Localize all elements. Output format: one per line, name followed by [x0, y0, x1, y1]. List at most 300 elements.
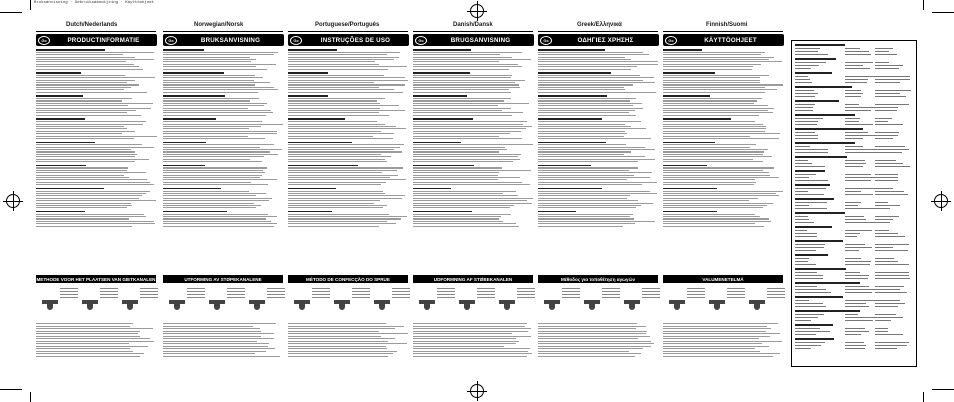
- text-line: [36, 223, 155, 224]
- text-line: [413, 223, 516, 224]
- sprue-instructions: [288, 322, 408, 358]
- section-title: INSTRUÇÕES DE USO: [320, 36, 391, 44]
- text-line: [163, 195, 256, 196]
- text-line: [413, 133, 510, 134]
- text-line: [413, 159, 520, 160]
- text-line: [663, 177, 779, 178]
- text-line: [36, 52, 154, 53]
- divider: [163, 31, 283, 32]
- text-line: [36, 149, 131, 150]
- text-line: [663, 105, 768, 106]
- text-line: [163, 223, 277, 224]
- section-title: KÄYTTÖOHJEET: [704, 36, 757, 44]
- text-line: [413, 121, 527, 122]
- text-heading-line: [413, 49, 471, 51]
- text-line: [163, 92, 258, 93]
- text-line: [288, 59, 394, 60]
- text-line: [163, 182, 251, 183]
- text-line: [538, 207, 636, 208]
- spec-table-block: [795, 128, 913, 130]
- text-line: [163, 323, 276, 324]
- divider: [538, 31, 658, 32]
- crop-mark: [923, 0, 924, 10]
- text-line: [163, 75, 255, 76]
- text-line: [538, 151, 631, 152]
- text-line: [413, 136, 499, 137]
- text-line: [288, 179, 406, 180]
- text-line: [538, 356, 635, 357]
- text-line: [163, 191, 249, 192]
- text-line: [663, 161, 763, 162]
- text-line: [36, 144, 142, 145]
- text-line: [663, 221, 771, 222]
- text-line: [538, 128, 646, 129]
- text-heading-line: [288, 142, 352, 144]
- text-line: [413, 61, 499, 62]
- text-heading-line: [538, 72, 611, 74]
- crop-mark: [932, 389, 954, 390]
- divider: [663, 31, 783, 32]
- text-heading-line: [663, 188, 717, 190]
- text-line: [413, 69, 509, 70]
- text-line: [36, 182, 150, 183]
- section-title: ΟΔΗΓΙΕΣ ΧΡΗΣΗΣ: [577, 36, 634, 44]
- section-header: [413, 34, 534, 46]
- text-line: [36, 89, 124, 90]
- text-line: [288, 52, 400, 53]
- text-line: [288, 121, 377, 122]
- text-line: [663, 59, 769, 60]
- spec-table-block: [795, 156, 913, 158]
- text-line: [663, 170, 763, 171]
- text-line: [288, 182, 386, 183]
- text-heading-line: [163, 49, 204, 51]
- text-line: [413, 92, 511, 93]
- text-line: [663, 191, 783, 192]
- text-line: [288, 144, 404, 145]
- text-heading-line: [663, 165, 707, 167]
- sprue-pictogram-icon: [80, 286, 118, 318]
- spec-table-block: [795, 212, 913, 214]
- text-line: [163, 69, 267, 70]
- text-line: [288, 98, 385, 99]
- text-line: [663, 103, 754, 104]
- text-line: [413, 126, 532, 127]
- text-line: [288, 84, 405, 85]
- text-line: [288, 105, 399, 106]
- text-line: [663, 218, 769, 219]
- text-line: [413, 216, 501, 217]
- text-line: [538, 103, 642, 104]
- text-line: [36, 175, 124, 176]
- text-line: [288, 323, 386, 324]
- text-line: [163, 149, 282, 150]
- text-line: [36, 57, 135, 58]
- text-line: [163, 343, 269, 344]
- text-line: [413, 167, 502, 168]
- sprue-instructions: [413, 322, 533, 358]
- section-title: BRUGSANVISNING: [450, 36, 511, 44]
- text-line: [663, 121, 755, 122]
- text-line: [413, 226, 519, 227]
- body-text-block: [538, 49, 659, 251]
- sprue-instructions: [663, 322, 783, 358]
- text-line: [288, 103, 380, 104]
- text-line: [288, 170, 397, 171]
- text-line: [538, 52, 643, 53]
- text-line: [288, 218, 401, 219]
- text-line: [663, 331, 766, 332]
- text-line: [413, 89, 509, 90]
- text-line: [36, 328, 153, 329]
- text-line: [663, 200, 749, 201]
- text-line: [663, 57, 774, 58]
- text-line: [538, 100, 630, 101]
- text-line: [413, 195, 518, 196]
- text-line: [288, 80, 408, 81]
- text-line: [36, 110, 136, 111]
- text-line: [288, 151, 402, 152]
- sprue-pictogram-icon: [207, 286, 245, 318]
- text-line: [163, 356, 280, 357]
- text-line: [36, 54, 123, 55]
- spec-table-block: [795, 184, 913, 186]
- text-line: [413, 346, 504, 347]
- text-line: [538, 198, 627, 199]
- text-line: [538, 200, 638, 201]
- registration-mark-icon: [470, 384, 484, 398]
- text-line: [288, 326, 404, 327]
- sprue-diagram: [288, 286, 408, 318]
- text-line: [538, 341, 651, 342]
- text-heading-line: [663, 72, 715, 74]
- text-line: [288, 61, 375, 62]
- text-line: [413, 338, 516, 339]
- body-text-block: [163, 49, 284, 251]
- text-line: [663, 112, 773, 113]
- text-line: [413, 328, 531, 329]
- text-line: [288, 226, 379, 227]
- text-line: [663, 124, 763, 125]
- spec-table-block: [795, 198, 913, 200]
- text-line: [36, 131, 135, 132]
- text-line: [163, 156, 264, 157]
- text-line: [413, 161, 513, 162]
- text-line: [663, 214, 755, 215]
- spec-table-block: [795, 296, 913, 298]
- text-line: [413, 184, 530, 185]
- text-line: [36, 64, 134, 65]
- text-line: [288, 149, 394, 150]
- text-line: [163, 205, 261, 206]
- text-heading-line: [538, 211, 576, 213]
- text-line: [288, 154, 381, 155]
- text-heading-line: [36, 95, 83, 97]
- text-heading-line: [163, 211, 227, 213]
- sprue-pictogram-icon: [292, 286, 330, 318]
- text-line: [36, 167, 128, 168]
- text-line: [538, 105, 633, 106]
- text-line: [163, 112, 273, 113]
- sprue-pictogram-icon: [417, 286, 455, 318]
- text-line: [663, 356, 773, 357]
- text-line: [538, 149, 655, 150]
- crop-mark: [0, 12, 22, 13]
- text-line: [163, 61, 251, 62]
- sprue-instructions: [163, 322, 283, 358]
- text-line: [413, 149, 507, 150]
- text-line: [413, 75, 512, 76]
- text-line: [538, 214, 633, 215]
- text-line: [288, 214, 389, 215]
- text-line: [163, 331, 261, 332]
- text-line: [413, 115, 512, 116]
- sprue-method-header: VALUMENETELMÄ: [663, 275, 783, 283]
- text-line: [538, 159, 655, 160]
- text-line: [538, 136, 624, 137]
- text-line: [163, 80, 254, 81]
- text-line: [663, 69, 752, 70]
- sprue-diagram: [163, 286, 283, 318]
- text-line: [288, 147, 400, 148]
- text-line: [663, 207, 763, 208]
- text-line: [538, 175, 634, 176]
- text-line: [663, 184, 754, 185]
- text-heading-line: [538, 49, 605, 51]
- sprue-diagram: [36, 286, 156, 318]
- text-line: [163, 115, 266, 116]
- text-line: [413, 151, 499, 152]
- sprue-pictogram-icon: [372, 286, 410, 318]
- text-line: [538, 170, 629, 171]
- text-line: [163, 221, 271, 222]
- text-line: [413, 326, 525, 327]
- text-line: [413, 98, 511, 99]
- text-line: [163, 333, 274, 334]
- text-heading-line: [288, 49, 337, 51]
- spec-table-block: [795, 254, 913, 256]
- text-column-finnish: [663, 34, 784, 251]
- text-line: [538, 77, 654, 78]
- text-line: [163, 121, 262, 122]
- text-line: [163, 126, 261, 127]
- text-line: [663, 75, 769, 76]
- text-line: [288, 331, 379, 332]
- text-line: [538, 203, 653, 204]
- spec-table-block: [795, 86, 913, 88]
- text-line: [36, 151, 135, 152]
- text-heading-line: [163, 142, 206, 144]
- gc-logo-icon: Gc: [290, 36, 302, 45]
- text-line: [163, 66, 256, 67]
- text-line: [288, 64, 379, 65]
- section-header: [36, 34, 157, 46]
- text-line: [163, 353, 255, 354]
- text-line: [288, 207, 383, 208]
- sprue-diagram: [663, 286, 783, 318]
- text-line: [538, 156, 645, 157]
- text-heading-line: [663, 118, 731, 120]
- text-line: [538, 154, 624, 155]
- text-heading-line: [36, 49, 105, 51]
- text-line: [163, 154, 278, 155]
- text-line: [36, 214, 144, 215]
- text-line: [163, 105, 264, 106]
- text-line: [36, 128, 127, 129]
- text-line: [663, 167, 774, 168]
- text-line: [413, 156, 518, 157]
- text-line: [663, 149, 768, 150]
- text-line: [413, 341, 519, 342]
- text-line: [413, 198, 533, 199]
- text-line: [36, 338, 150, 339]
- text-line: [288, 77, 405, 78]
- text-heading-line: [663, 95, 710, 97]
- body-text-block: [413, 49, 534, 251]
- text-line: [538, 144, 626, 145]
- text-line: [663, 80, 760, 81]
- text-line: [36, 84, 139, 85]
- spec-table-block: [795, 338, 913, 340]
- text-heading-line: [36, 165, 86, 167]
- text-line: [663, 66, 753, 67]
- text-line: [538, 80, 643, 81]
- text-line: [538, 115, 636, 116]
- text-line: [36, 156, 135, 157]
- text-heading-line: [288, 95, 328, 97]
- text-line: [538, 177, 650, 178]
- text-line: [538, 75, 640, 76]
- text-line: [413, 77, 511, 78]
- text-line: [163, 184, 268, 185]
- text-line: [538, 54, 649, 55]
- text-line: [538, 121, 641, 122]
- text-heading-line: [36, 142, 95, 144]
- section-title: BRUKSANVISNING: [200, 36, 261, 44]
- text-line: [663, 89, 777, 90]
- text-line: [163, 346, 268, 347]
- sprue-diagram: [413, 286, 533, 318]
- text-line: [288, 198, 402, 199]
- text-line: [538, 89, 625, 90]
- text-line: [413, 336, 531, 337]
- text-line: [163, 179, 277, 180]
- text-line: [288, 216, 407, 217]
- text-line: [288, 336, 381, 337]
- text-line: [663, 108, 774, 109]
- text-line: [163, 138, 265, 139]
- text-line: [36, 207, 127, 208]
- text-line: [663, 175, 770, 176]
- text-line: [36, 100, 122, 101]
- text-line: [413, 103, 529, 104]
- text-line: [663, 203, 773, 204]
- text-heading-line: [36, 72, 81, 74]
- text-line: [163, 57, 250, 58]
- crop-mark: [30, 392, 31, 402]
- text-line: [663, 133, 780, 134]
- text-line: [36, 336, 140, 337]
- text-line: [413, 64, 518, 65]
- text-line: [663, 61, 782, 62]
- text-line: [538, 216, 630, 217]
- text-line: [36, 353, 144, 354]
- text-column-portuguese: [288, 34, 409, 251]
- text-heading-line: [163, 95, 225, 97]
- text-line: [36, 80, 135, 81]
- text-line: [413, 87, 520, 88]
- text-line: [36, 75, 125, 76]
- text-line: [163, 133, 277, 134]
- text-line: [36, 343, 129, 344]
- text-line: [288, 57, 399, 58]
- gc-logo-icon: Gc: [165, 36, 177, 45]
- text-line: [413, 54, 500, 55]
- text-line: [163, 87, 274, 88]
- text-line: [288, 356, 388, 357]
- text-line: [413, 203, 532, 204]
- text-line: [663, 205, 767, 206]
- text-line: [288, 138, 393, 139]
- text-line: [36, 351, 133, 352]
- text-line: [663, 159, 753, 160]
- sprue-pictogram-icon: [582, 286, 620, 318]
- text-line: [538, 328, 636, 329]
- text-line: [163, 84, 255, 85]
- sprue-pictogram-icon: [622, 286, 660, 318]
- text-line: [288, 100, 377, 101]
- text-line: [163, 328, 260, 329]
- text-line: [663, 52, 765, 53]
- text-line: [163, 144, 274, 145]
- text-line: [163, 52, 278, 53]
- text-line: [538, 108, 643, 109]
- text-line: [36, 136, 157, 137]
- text-line: [36, 92, 147, 93]
- text-line: [538, 218, 634, 219]
- text-line: [288, 221, 387, 222]
- text-line: [663, 84, 783, 85]
- text-line: [36, 191, 150, 192]
- spec-table-block: [795, 44, 913, 46]
- text-line: [538, 184, 642, 185]
- text-line: [538, 147, 645, 148]
- text-line: [288, 195, 405, 196]
- text-line: [36, 331, 140, 332]
- language-label: Greek/Ελληνικά: [577, 22, 622, 28]
- text-line: [413, 80, 525, 81]
- text-line: [288, 156, 391, 157]
- spec-table-block: [795, 114, 913, 116]
- text-line: [36, 195, 142, 196]
- text-line: [288, 75, 384, 76]
- text-line: [413, 343, 516, 344]
- text-line: [36, 179, 147, 180]
- text-line: [36, 69, 143, 70]
- text-line: [413, 124, 523, 125]
- text-line: [288, 184, 381, 185]
- text-line: [663, 110, 768, 111]
- text-line: [163, 218, 266, 219]
- sprue-method-header: UDFORMNING AF STØBEKANALEN: [413, 275, 533, 283]
- sprue-pictogram-icon: [707, 286, 745, 318]
- text-line: [163, 98, 259, 99]
- text-heading-line: [413, 72, 470, 74]
- text-line: [663, 338, 759, 339]
- text-line: [288, 131, 381, 132]
- text-line: [288, 343, 407, 344]
- text-line: [163, 64, 276, 65]
